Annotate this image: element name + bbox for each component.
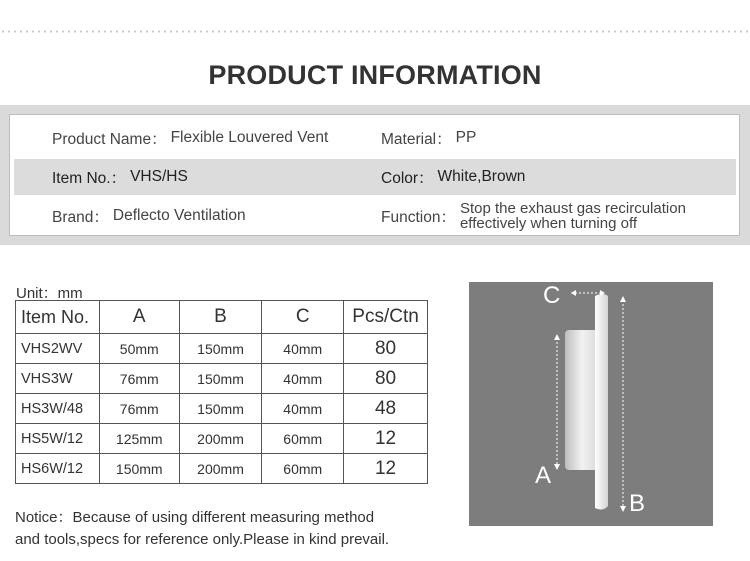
color-value: White,Brown (437, 168, 526, 185)
product-name-label: Product Name： (52, 131, 167, 148)
material-label: Material： (381, 131, 452, 148)
cell-pcs-ctn: 12 (344, 424, 428, 454)
info-row-product-name (14, 120, 736, 156)
cell-a: 76mm (99, 394, 179, 424)
function-line-2: effectively when turning off (459, 215, 638, 232)
cell-b: 200mm (179, 424, 262, 454)
info-row-item-no (14, 159, 736, 195)
product-dimension-photo (469, 282, 713, 526)
cell-item-no: HS5W/12 (16, 424, 100, 454)
cell-c: 60mm (262, 454, 344, 484)
cell-a: 125mm (99, 424, 179, 454)
header-pcs-ctn: Pcs/Ctn (344, 301, 428, 334)
notice-line-2: and tools,specs for reference only.Please in kind prevail. (15, 531, 390, 548)
material-value: PP (455, 129, 477, 146)
cell-pcs-ctn: 80 (344, 334, 428, 364)
cell-c: 40mm (262, 394, 344, 424)
item-no-field (52, 159, 188, 195)
cell-c: 40mm (262, 334, 344, 364)
page-title: PRODUCT INFORMATION (208, 60, 542, 90)
cell-b: 150mm (179, 334, 262, 364)
cell-b: 200mm (179, 454, 262, 484)
table-row (16, 454, 428, 484)
cell-c: 60mm (262, 424, 344, 454)
cell-item-no: VHS3W (16, 364, 100, 394)
function-value (460, 201, 686, 231)
function-field (381, 198, 686, 234)
cell-a: 150mm (99, 454, 179, 484)
header-b: B (179, 301, 262, 334)
cell-item-no: HS6W/12 (16, 454, 100, 484)
product-name-field (52, 120, 328, 156)
material-field (381, 120, 476, 156)
cell-pcs-ctn: 80 (344, 364, 428, 394)
cell-item-no: HS3W/48 (16, 394, 100, 424)
dimension-b-label: B (629, 490, 646, 517)
brand-field (52, 198, 246, 234)
cell-a: 76mm (99, 364, 179, 394)
header-a: A (99, 301, 179, 334)
cell-item-no: VHS2WV (16, 334, 100, 364)
cell-b: 150mm (179, 364, 262, 394)
table-row (16, 364, 428, 394)
table-row (16, 424, 428, 454)
table-row (16, 394, 428, 424)
info-row-brand (14, 198, 736, 234)
function-line-1: Stop the exhaust gas recirculation (459, 200, 686, 217)
color-label: Color： (381, 170, 434, 187)
brand-label: Brand： (52, 209, 109, 226)
spec-table (15, 300, 428, 484)
vent-side-view-illustration (469, 282, 713, 526)
dotted-divider (0, 30, 750, 33)
color-field (381, 159, 525, 195)
table-row (16, 334, 428, 364)
cell-b: 150mm (179, 394, 262, 424)
item-no-label: Item No.： (52, 170, 127, 187)
item-no-value: VHS/HS (130, 168, 188, 185)
brand-value: Deflecto Ventilation (112, 207, 246, 224)
product-name-value: Flexible Louvered Vent (170, 129, 329, 146)
dimension-a-label: A (535, 462, 552, 489)
header-item-no: Item No. (16, 301, 100, 334)
cell-c: 40mm (262, 364, 344, 394)
table-header-row (16, 301, 428, 334)
unit-label: Unit：mm (16, 285, 83, 302)
vent-flange (595, 294, 608, 510)
cell-pcs-ctn: 48 (344, 394, 428, 424)
notice-line-1: Notice：Because of using different measuring method (15, 509, 375, 526)
notice-text (15, 507, 445, 551)
cell-pcs-ctn: 12 (344, 454, 428, 484)
cell-a: 50mm (99, 334, 179, 364)
function-label: Function： (381, 209, 456, 226)
dimension-c-label: C (543, 282, 561, 309)
header-c: C (262, 301, 344, 334)
vent-duct (565, 330, 599, 470)
